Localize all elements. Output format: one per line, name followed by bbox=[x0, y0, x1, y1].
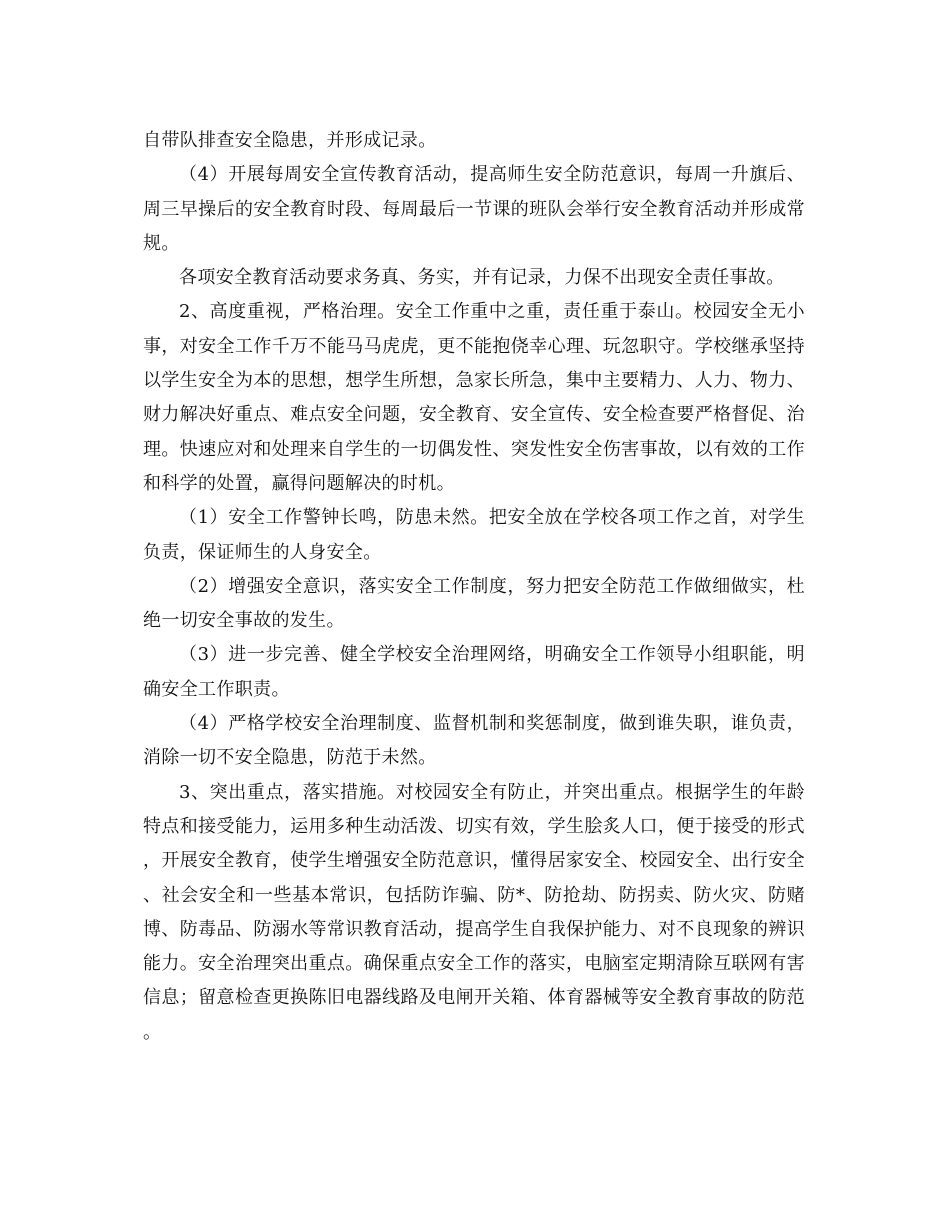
paragraph-weekly-education: （4）开展每周安全宣传教育活动，提高师生安全防范意识，每周一升旗后、周三早操后的安全教育时段、每周最后一节课的班队会举行安全教育活动并形成常规。 bbox=[143, 164, 805, 254]
paragraph-section-3: 3、突出重点，落实措施。对校园安全有防止，并突出重点。根据学生的年龄特点和接受能力，运用多种生动活泼、切实有效，学生脍炙人口，便于接受的形式，开展安全教育，使学生增强安全防范意识，懂得居家安全、校园安全、出行安全、社会安全和一些基本常识，包括防诈骗、防*、防抢劫、防拐卖、防火灾、防赌博、防毒品、防溺水等常识教育活动，提高学生自我保护能力、对不良现象的辨识能力。安全治理突出重点。确保重点安全工作的落实，电脑室定期清除互联网有害信息；留意检查更换陈旧电器线路及电闸开关箱、体育器械等安全教育事故的防范。 bbox=[143, 781, 805, 1043]
paragraph-continuation: 自带队排查安全隐患，并形成记录。 bbox=[143, 130, 437, 151]
paragraph-item-2: （2）增强安全意识，落实安全工作制度，努力把安全防范工作做细做实，杜绝一切安全事故的发生。 bbox=[143, 575, 805, 632]
document-body bbox=[143, 124, 805, 1050]
paragraph-item-1: （1）安全工作警钟长鸣，防患未然。把安全放在学校各项工作之首，对学生负责，保证师生的人身安全。 bbox=[143, 507, 805, 563]
paragraph-item-4: （4）严格学校安全治理制度、监督机制和奖惩制度，做到谁失职，谁负责，消除一切不安全隐患，防范于未然。 bbox=[143, 713, 805, 769]
paragraph-item-3: （3）进一步完善、健全学校安全治理网络，明确安全工作领导小组职能，明确安全工作职责。 bbox=[143, 644, 805, 700]
paragraph-activity-requirements: 各项安全教育活动要求务真、务实，并有记录，力保不出现安全责任事故。 bbox=[179, 267, 785, 289]
paragraph-section-2: 2、高度重视，严格治理。安全工作重中之重，责任重于泰山。校园安全无小事，对安全工作千万不能马马虎虎，更不能抱侥幸心理、玩忽职守。学校继承坚持以学生安全为本的思想，想学生所想，急家长所急，集中主要精力、人力、物力、财力解决好重点、难点安全问题，安全教育、安全宣传、安全检查要严格督促、治理。快速应对和处理来自学生的一切偶发性、突发性安全伤害事故，以有效的工作和科学的处置，赢得问题解决的时机。 bbox=[143, 301, 805, 494]
